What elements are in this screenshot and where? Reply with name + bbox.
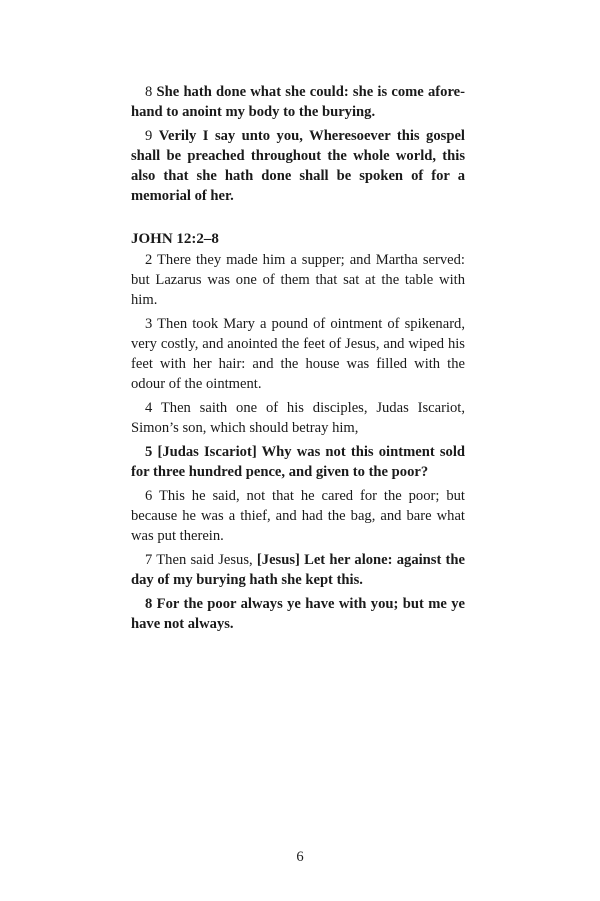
verse-9-mark [131, 126, 465, 206]
verse-number: 3 [145, 316, 153, 332]
verse-8 [131, 594, 465, 634]
verse-text: [Judas Iscariot] Why was not this ointment sold for three hundred pence, and given to the poor? [131, 444, 465, 480]
verse-4 [131, 398, 465, 438]
verse-text-bold: [Jesus] Let her alone: against the day of my burying hath she kept this. [131, 552, 466, 588]
verse-number: 6 [145, 488, 153, 504]
verse-7 [131, 550, 465, 590]
verse-number: 4 [145, 400, 153, 416]
verse-number: 8 [145, 84, 153, 100]
verse-8-mark [131, 82, 465, 122]
verse-number: 9 [145, 128, 153, 144]
section-heading: JOHN 12:2–8 [131, 231, 219, 247]
verse-2 [131, 250, 465, 310]
page-number: 6 [296, 849, 304, 865]
verse-number: 8 [145, 596, 153, 612]
verse-text: She hath done what she could: she is come afore-hand to anoint my body to the burying. [131, 84, 465, 120]
verse-number: 2 [145, 252, 153, 268]
verse-text: For the poor always ye have with you; but me ye have not always. [131, 596, 465, 632]
verse-text: This he said, not that he cared for the poor; but because he was a thief, and had the bag, and bare what was put therein. [131, 488, 465, 544]
verse-text: Then took Mary a pound of ointment of spikenard, very costly, and anointed the feet of Jesus, and wiped his feet with her hair: and the house was filled with the odour of the ointment. [131, 316, 465, 392]
verse-3 [131, 314, 465, 394]
verse-5 [131, 442, 465, 482]
verse-text: There they made him a supper; and Martha served: but Lazarus was one of them that sat at the table with him. [131, 252, 465, 308]
verse-text: Verily I say unto you, Wheresoever this gospel shall be preached throughout the whole world, this also that she hath done shall be spoken of for a memorial of her. [131, 128, 465, 204]
verse-number: 7 [145, 552, 153, 568]
verse-6 [131, 486, 465, 546]
page-body [131, 82, 465, 634]
verse-text-plain: Then said Jesus, [156, 552, 253, 568]
verse-text: Then saith one of his disciples, Judas Iscariot, Simon’s son, which should betray him, [131, 400, 465, 436]
verse-number: 5 [145, 444, 153, 460]
